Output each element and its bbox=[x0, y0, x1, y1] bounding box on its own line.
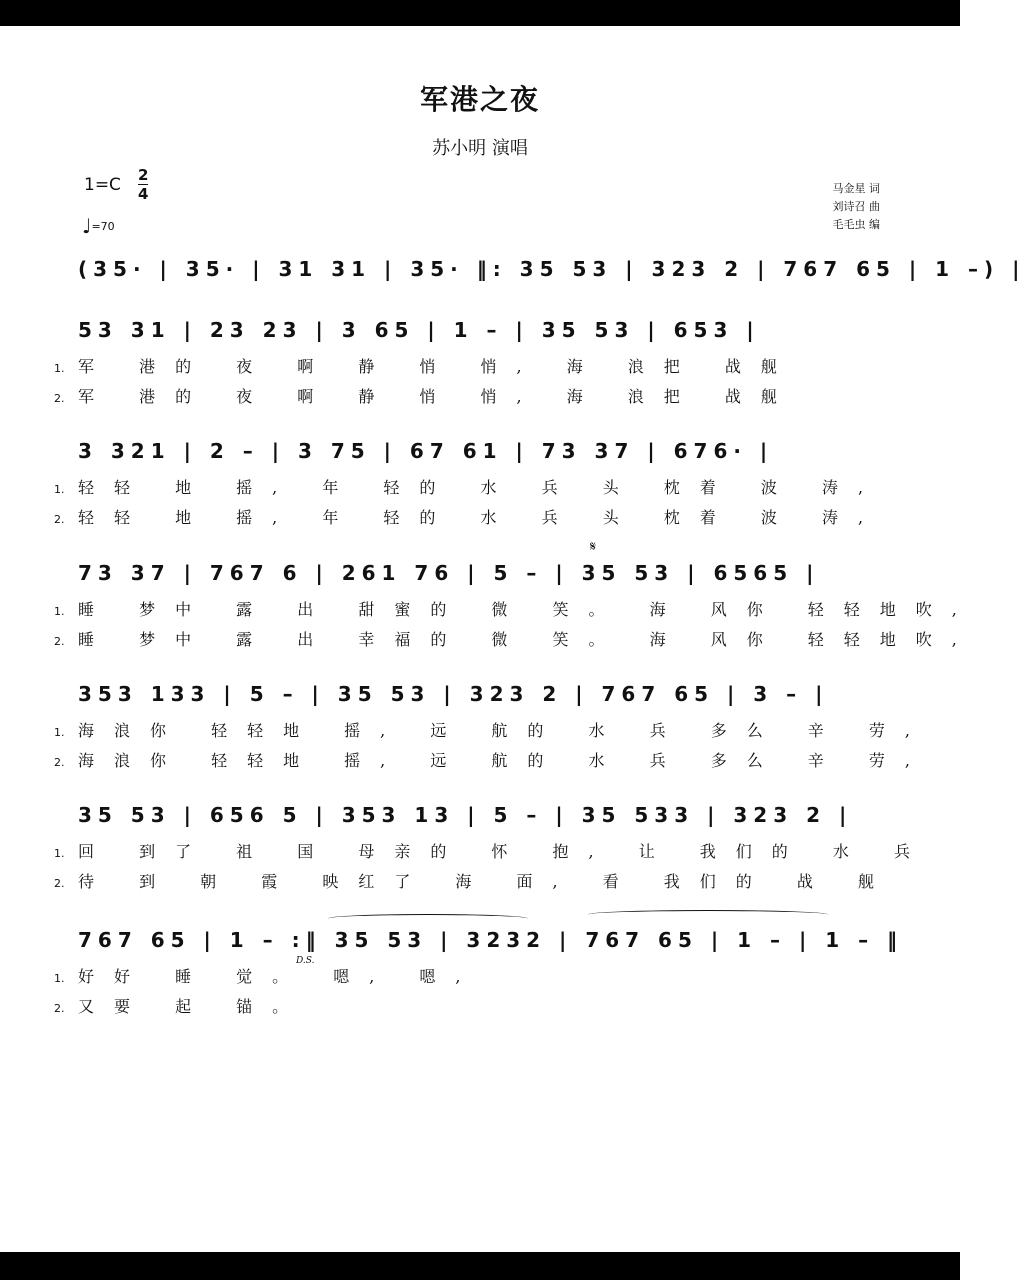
notation-line: 353 133 | 5 – | 35 53 | 323 2 | 767 65 | 3 – | bbox=[78, 682, 829, 706]
lyric-verse-2: 2. 军 港的 夜 啊 静 悄 悄, 海 浪把 战舰 bbox=[54, 387, 797, 406]
time-denominator: 4 bbox=[138, 185, 149, 203]
dal-segno-mark: D.S. bbox=[296, 956, 315, 966]
top-black-bar bbox=[0, 0, 960, 26]
lyric-text: 待 到 朝 霞 映红了 海 面, 看 我们的 战 舰 bbox=[78, 872, 894, 891]
lyric-text: 海浪你 轻轻地 摇, 远 航的 水 兵 多么 辛 劳, bbox=[78, 751, 930, 770]
notation-line: 767 65 | 1 – :‖ 35 53 | 3232 | 767 65 | 1 – | 1 – ‖ bbox=[78, 928, 904, 952]
notation-line: 73 37 | 767 6 | 261 76 | 5 – | 35 53 | 6565 | bbox=[78, 561, 820, 585]
tempo-value: =70 bbox=[91, 220, 115, 233]
lyric-text: 海浪你 轻轻地 摇, 远 航的 水 兵 多么 辛 劳, bbox=[78, 721, 930, 740]
lyric-text: 轻轻 地 摇, 年 轻的 水 兵 头 枕着 波 涛, bbox=[78, 478, 884, 497]
credit-lyricist: 马金星 词 bbox=[832, 182, 880, 195]
time-numerator: 2 bbox=[138, 166, 149, 184]
credit-arranger: 毛毛虫 编 bbox=[832, 218, 880, 231]
lyric-verse-1: 1. 睡 梦中 露 出 甜蜜的 微 笑。 海 风你 轻轻地吹, bbox=[54, 600, 977, 619]
segno-icon: 𝄋 bbox=[590, 539, 597, 555]
lyric-verse-1: 1. 好好 睡 觉。 嗯, 嗯, bbox=[54, 967, 481, 986]
credit-composer: 刘诗召 曲 bbox=[832, 200, 880, 213]
notation-line: 35 53 | 656 5 | 353 13 | 5 – | 35 533 | 323 2 | bbox=[78, 803, 853, 827]
quarter-note-icon: ♩ bbox=[82, 214, 92, 238]
slur-arc bbox=[328, 914, 528, 923]
lyric-text: 又要 起 锚。 bbox=[78, 997, 309, 1016]
credits bbox=[833, 180, 881, 234]
lyric-text: 回 到了 祖 国 母亲的 怀 抱, 让 我们的 水 兵 bbox=[78, 842, 930, 861]
lyric-verse-2: 2. 又要 起 锚。 bbox=[54, 997, 309, 1016]
lyric-verse-1: 1. 海浪你 轻轻地 摇, 远 航的 水 兵 多么 辛 劳, bbox=[54, 721, 930, 740]
lyric-verse-1: 1. 回 到了 祖 国 母亲的 怀 抱, 让 我们的 水 兵 bbox=[54, 842, 930, 861]
lyric-text: 睡 梦中 露 出 幸福的 微 笑。 海 风你 轻轻地吹, bbox=[78, 630, 977, 649]
song-title: 军港之夜 bbox=[419, 83, 540, 116]
notation-line: 3 321 | 2 – | 3 75 | 67 61 | 73 37 | 676· | bbox=[78, 439, 774, 463]
performer: 苏小明 演唱 bbox=[432, 138, 528, 159]
time-signature bbox=[138, 166, 148, 203]
slur-arc bbox=[588, 910, 828, 919]
lyric-verse-1: 1. 军 港的 夜 啊 静 悄 悄, 海 浪把 战舰 bbox=[54, 357, 797, 376]
tempo-marking bbox=[82, 214, 115, 238]
lyric-text: 军 港的 夜 啊 静 悄 悄, 海 浪把 战舰 bbox=[78, 357, 797, 376]
bottom-black-bar bbox=[0, 1252, 960, 1280]
lyric-verse-2: 2. 轻轻 地 摇, 年 轻的 水 兵 头 枕着 波 涛, bbox=[54, 508, 884, 527]
lyric-text: 军 港的 夜 啊 静 悄 悄, 海 浪把 战舰 bbox=[78, 387, 797, 406]
notation-line: (35· | 35· | 31 31 | 35· ‖: 35 53 | 323 2 | 767 65 | 1 –) | bbox=[78, 257, 1025, 281]
key-signature: 1=C bbox=[84, 175, 121, 195]
notation-line: 53 31 | 23 23 | 3 65 | 1 – | 35 53 | 653 | bbox=[78, 318, 760, 342]
lyric-verse-2: 2. 待 到 朝 霞 映红了 海 面, 看 我们的 战 舰 bbox=[54, 872, 894, 891]
lyric-verse-2: 2. 睡 梦中 露 出 幸福的 微 笑。 海 风你 轻轻地吹, bbox=[54, 630, 977, 649]
lyric-text: 睡 梦中 露 出 甜蜜的 微 笑。 海 风你 轻轻地吹, bbox=[78, 600, 977, 619]
lyric-verse-1: 1. 轻轻 地 摇, 年 轻的 水 兵 头 枕着 波 涛, bbox=[54, 478, 884, 497]
lyric-verse-2: 2. 海浪你 轻轻地 摇, 远 航的 水 兵 多么 辛 劳, bbox=[54, 751, 930, 770]
lyric-text: 好好 睡 觉。 嗯, 嗯, bbox=[78, 967, 481, 986]
lyric-text: 轻轻 地 摇, 年 轻的 水 兵 头 枕着 波 涛, bbox=[78, 508, 884, 527]
